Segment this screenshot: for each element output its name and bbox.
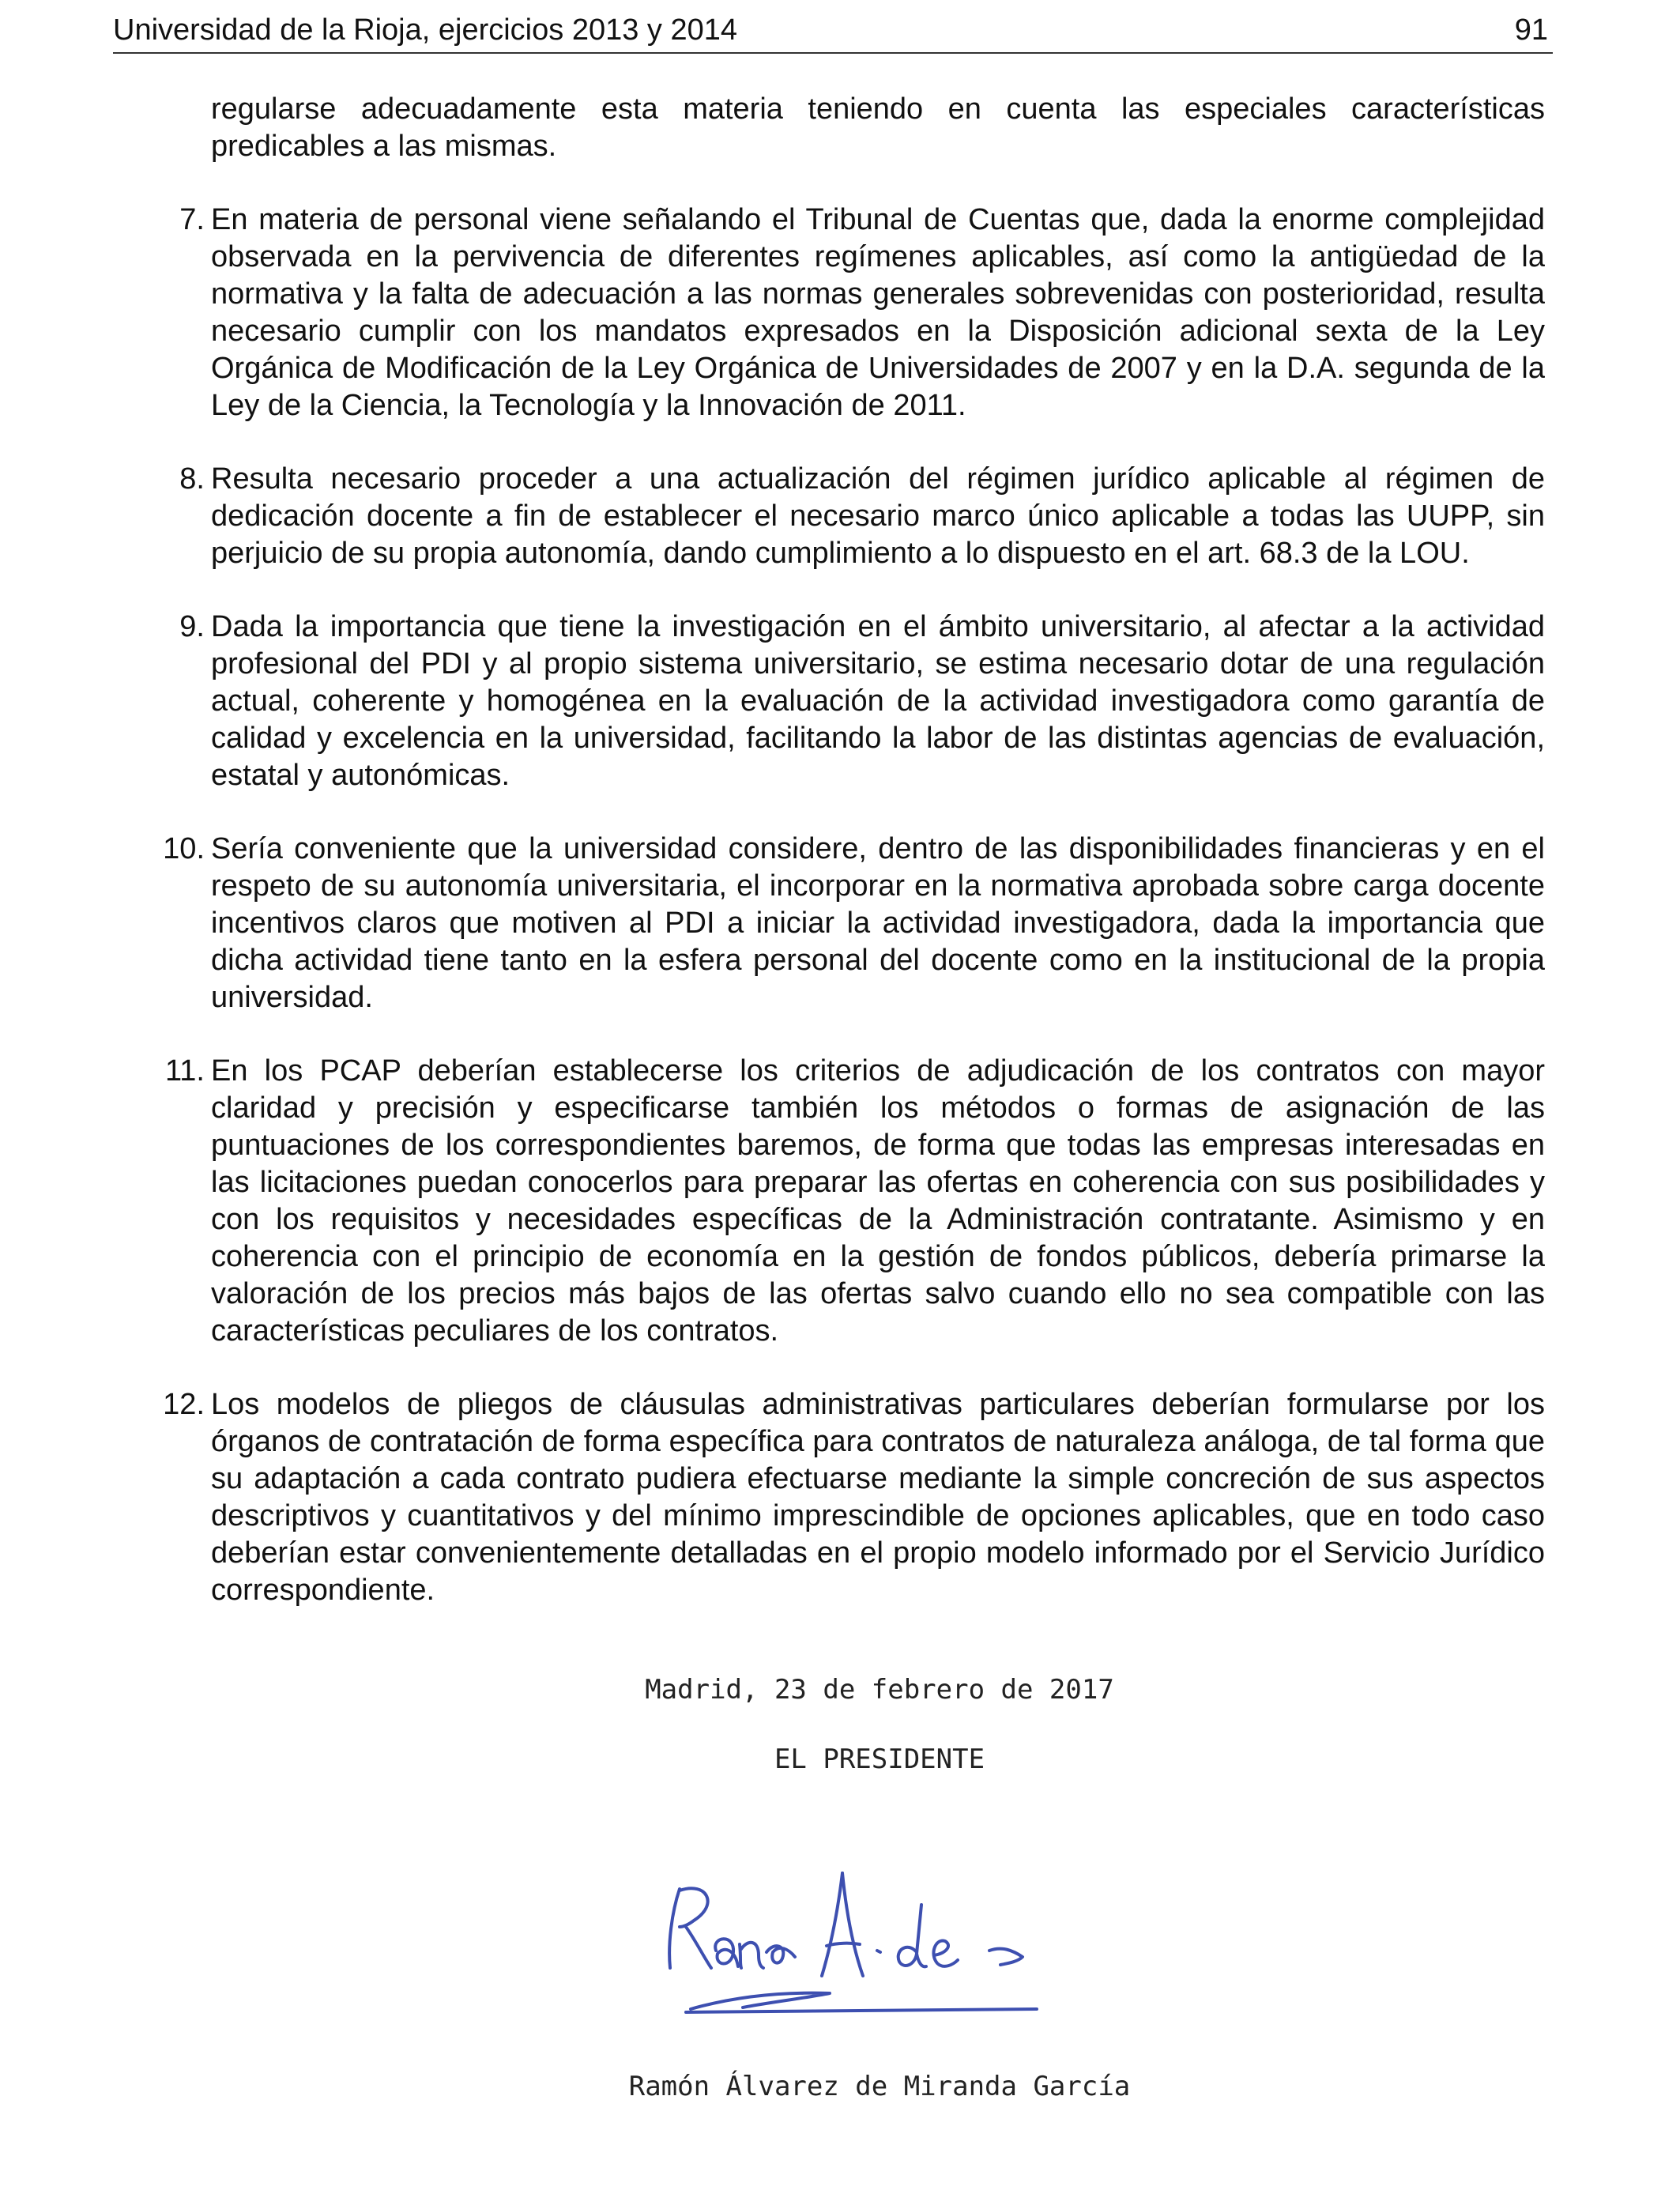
paragraph-text: En los PCAP deberían establecerse los criterios de adjudicación de los contratos con mayor claridad y precisión y especificarse también los métodos o formas de asignación de las puntuaciones de los correspondientes baremos, de forma que todas las empresas interesadas en las licitaciones puedan conocerlos para preparar las ofertas en coherencia con sus posibilidades y con los requisitos y necesidades específicas de la Administración contratante. Asimismo y en coherencia con el principio de economía en la gestión de fondos públicos, debería primarse la valoración de los precios más bajos de las ofertas salvo cuando ello no sea compatible con las características peculiares de los contratos.: [211, 1054, 1545, 1348]
place-and-date: Madrid, 23 de febrero de 2017: [645, 1674, 1114, 1706]
paragraph-10: [148, 831, 1545, 1016]
paragraph-11: [148, 1053, 1545, 1350]
paragraph-12: [148, 1386, 1545, 1609]
header-title: Universidad de la Rioja, ejercicios 2013 y 2014: [113, 13, 738, 47]
paragraph-text: Los modelos de pliegos de cláusulas administrativas particulares deberían formularse por los órganos de contratación de forma específica para contratos de naturaleza análoga, de tal forma que su adaptación a cada contrato pudiera efectuarse mediante la simple concreción de sus aspectos descriptivos y cuantitativos y del mínimo imprescindible de opciones aplicables, que en todo caso deberían estar convenientemente detalladas en el propio modelo informado por el Servicio Jurídico correspondiente.: [211, 1388, 1545, 1607]
paragraph-continuation: [148, 91, 1545, 165]
paragraph-number: 11.: [164, 1054, 205, 1088]
paragraph-7: [148, 202, 1545, 424]
paragraph-8: [148, 461, 1545, 572]
handwritten-signature: [648, 1857, 1090, 2031]
document-body: [148, 91, 1545, 1645]
paragraph-number: 10.: [163, 832, 205, 865]
paragraph-number: 12.: [163, 1388, 205, 1421]
page-number: 91: [1514, 13, 1548, 47]
paragraph-9: [148, 609, 1545, 794]
paragraph-text: Resulta necesario proceder a una actualización del régimen jurídico aplicable al régimen de dedicación docente a fin de establecer el necesario marco único aplicable a todas las UUPP, sin perjuicio de su propia autonomía, dando cumplimiento a lo dispuesto en el art. 68.3 de la LOU.: [211, 462, 1545, 570]
paragraph-text: Sería conveniente que la universidad considere, dentro de las disponibilidades financieras y en el respeto de su autonomía universitaria, el incorporar en la normativa aprobada sobre carga docente incentivos claros que motiven al PDI a iniciar la actividad investigadora, dada la importancia que dicha actividad tiene tanto en la esfera personal del docente como en la institucional de la propia universidad.: [211, 832, 1545, 1014]
paragraph-text: En materia de personal viene señalando el Tribunal de Cuentas que, dada la enorme complejidad observada en la pervivencia de diferentes regímenes aplicables, así como la antigüedad de la normativa y la falta de adecuación a las normas generales sobrevenidas con posterioridad, resulta necesario cumplir con los mandatos expresados en la Disposición adicional sexta de la Ley Orgánica de Modificación de la Ley Orgánica de Universidades de 2007 y en la D.A. segunda de la Ley de la Ciencia, la Tecnología y la Innovación de 2011.: [211, 203, 1545, 422]
signer-role: EL PRESIDENTE: [774, 1744, 985, 1775]
paragraph-text: Dada la importancia que tiene la investigación en el ámbito universitario, al afectar a la actividad profesional del PDI y al propio sistema universitario, se estima necesario dotar de una regulación actual, coherente y homogénea en la evaluación de la actividad investigadora como garantía de calidad y excelencia en la universidad, facilitando la labor de las distintas agencias de evaluación, estatal y autonómicas.: [211, 610, 1545, 792]
page-header: [113, 9, 1553, 54]
signer-name: Ramón Álvarez de Miranda García: [628, 2071, 1131, 2102]
paragraph-number: 9.: [179, 610, 205, 643]
paragraph-number: 8.: [179, 462, 205, 496]
paragraph-text: regularse adecuadamente esta materia teniendo en cuenta las especiales características predicables a las mismas.: [211, 92, 1545, 163]
paragraph-number: 7.: [179, 203, 205, 236]
